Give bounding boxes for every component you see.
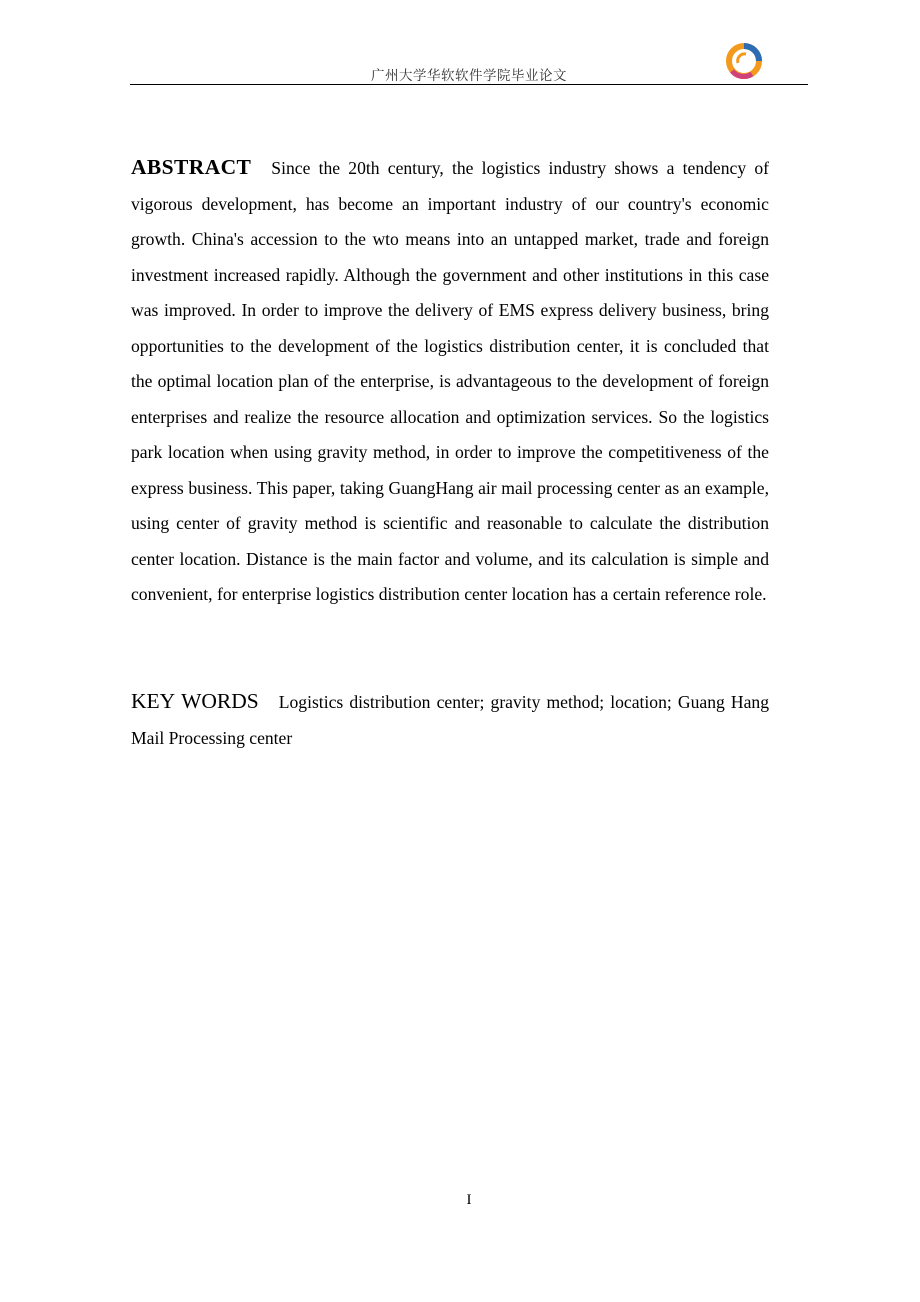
keywords-heading: KEY WORDS bbox=[131, 689, 259, 713]
keywords-section bbox=[131, 684, 769, 756]
page-number: I bbox=[466, 1192, 472, 1208]
abstract-body: Since the 20th century, the logistics industry shows a tendency of vigorous development, has become an important industry of our country's economic growth. China's accession to the wto means into an untapped market, trade and foreign investment increased rapidly. Although the government and other institutions in this case was improved. In order to improve the delivery of EMS express delivery business, bring opportunities to the development of the logistics distribution center, it is concluded that the optimal location plan of the enterprise, is advantageous to the development of foreign enterprises and realize the resource allocation and optimization services. So the logistics park location when using gravity method, in order to improve the competitiveness of the express business. This paper, taking GuangHang air mail processing center as an example, using center of gravity method is scientific and reasonable to calculate the distribution center location. Distance is the main factor and volume, and its calculation is simple and convenient, for enterprise logistics distribution center location has a certain reference role. bbox=[131, 158, 769, 604]
abstract-heading: ABSTRACT bbox=[131, 155, 252, 179]
header-title: 广州大学华软软件学院毕业论文 bbox=[371, 68, 567, 84]
abstract-section bbox=[131, 150, 769, 613]
header-rule bbox=[130, 84, 808, 85]
keywords-body: Logistics distribution center; gravity method; location; Guang Hang Mail Processing center bbox=[131, 692, 769, 748]
university-logo-icon bbox=[724, 41, 764, 81]
